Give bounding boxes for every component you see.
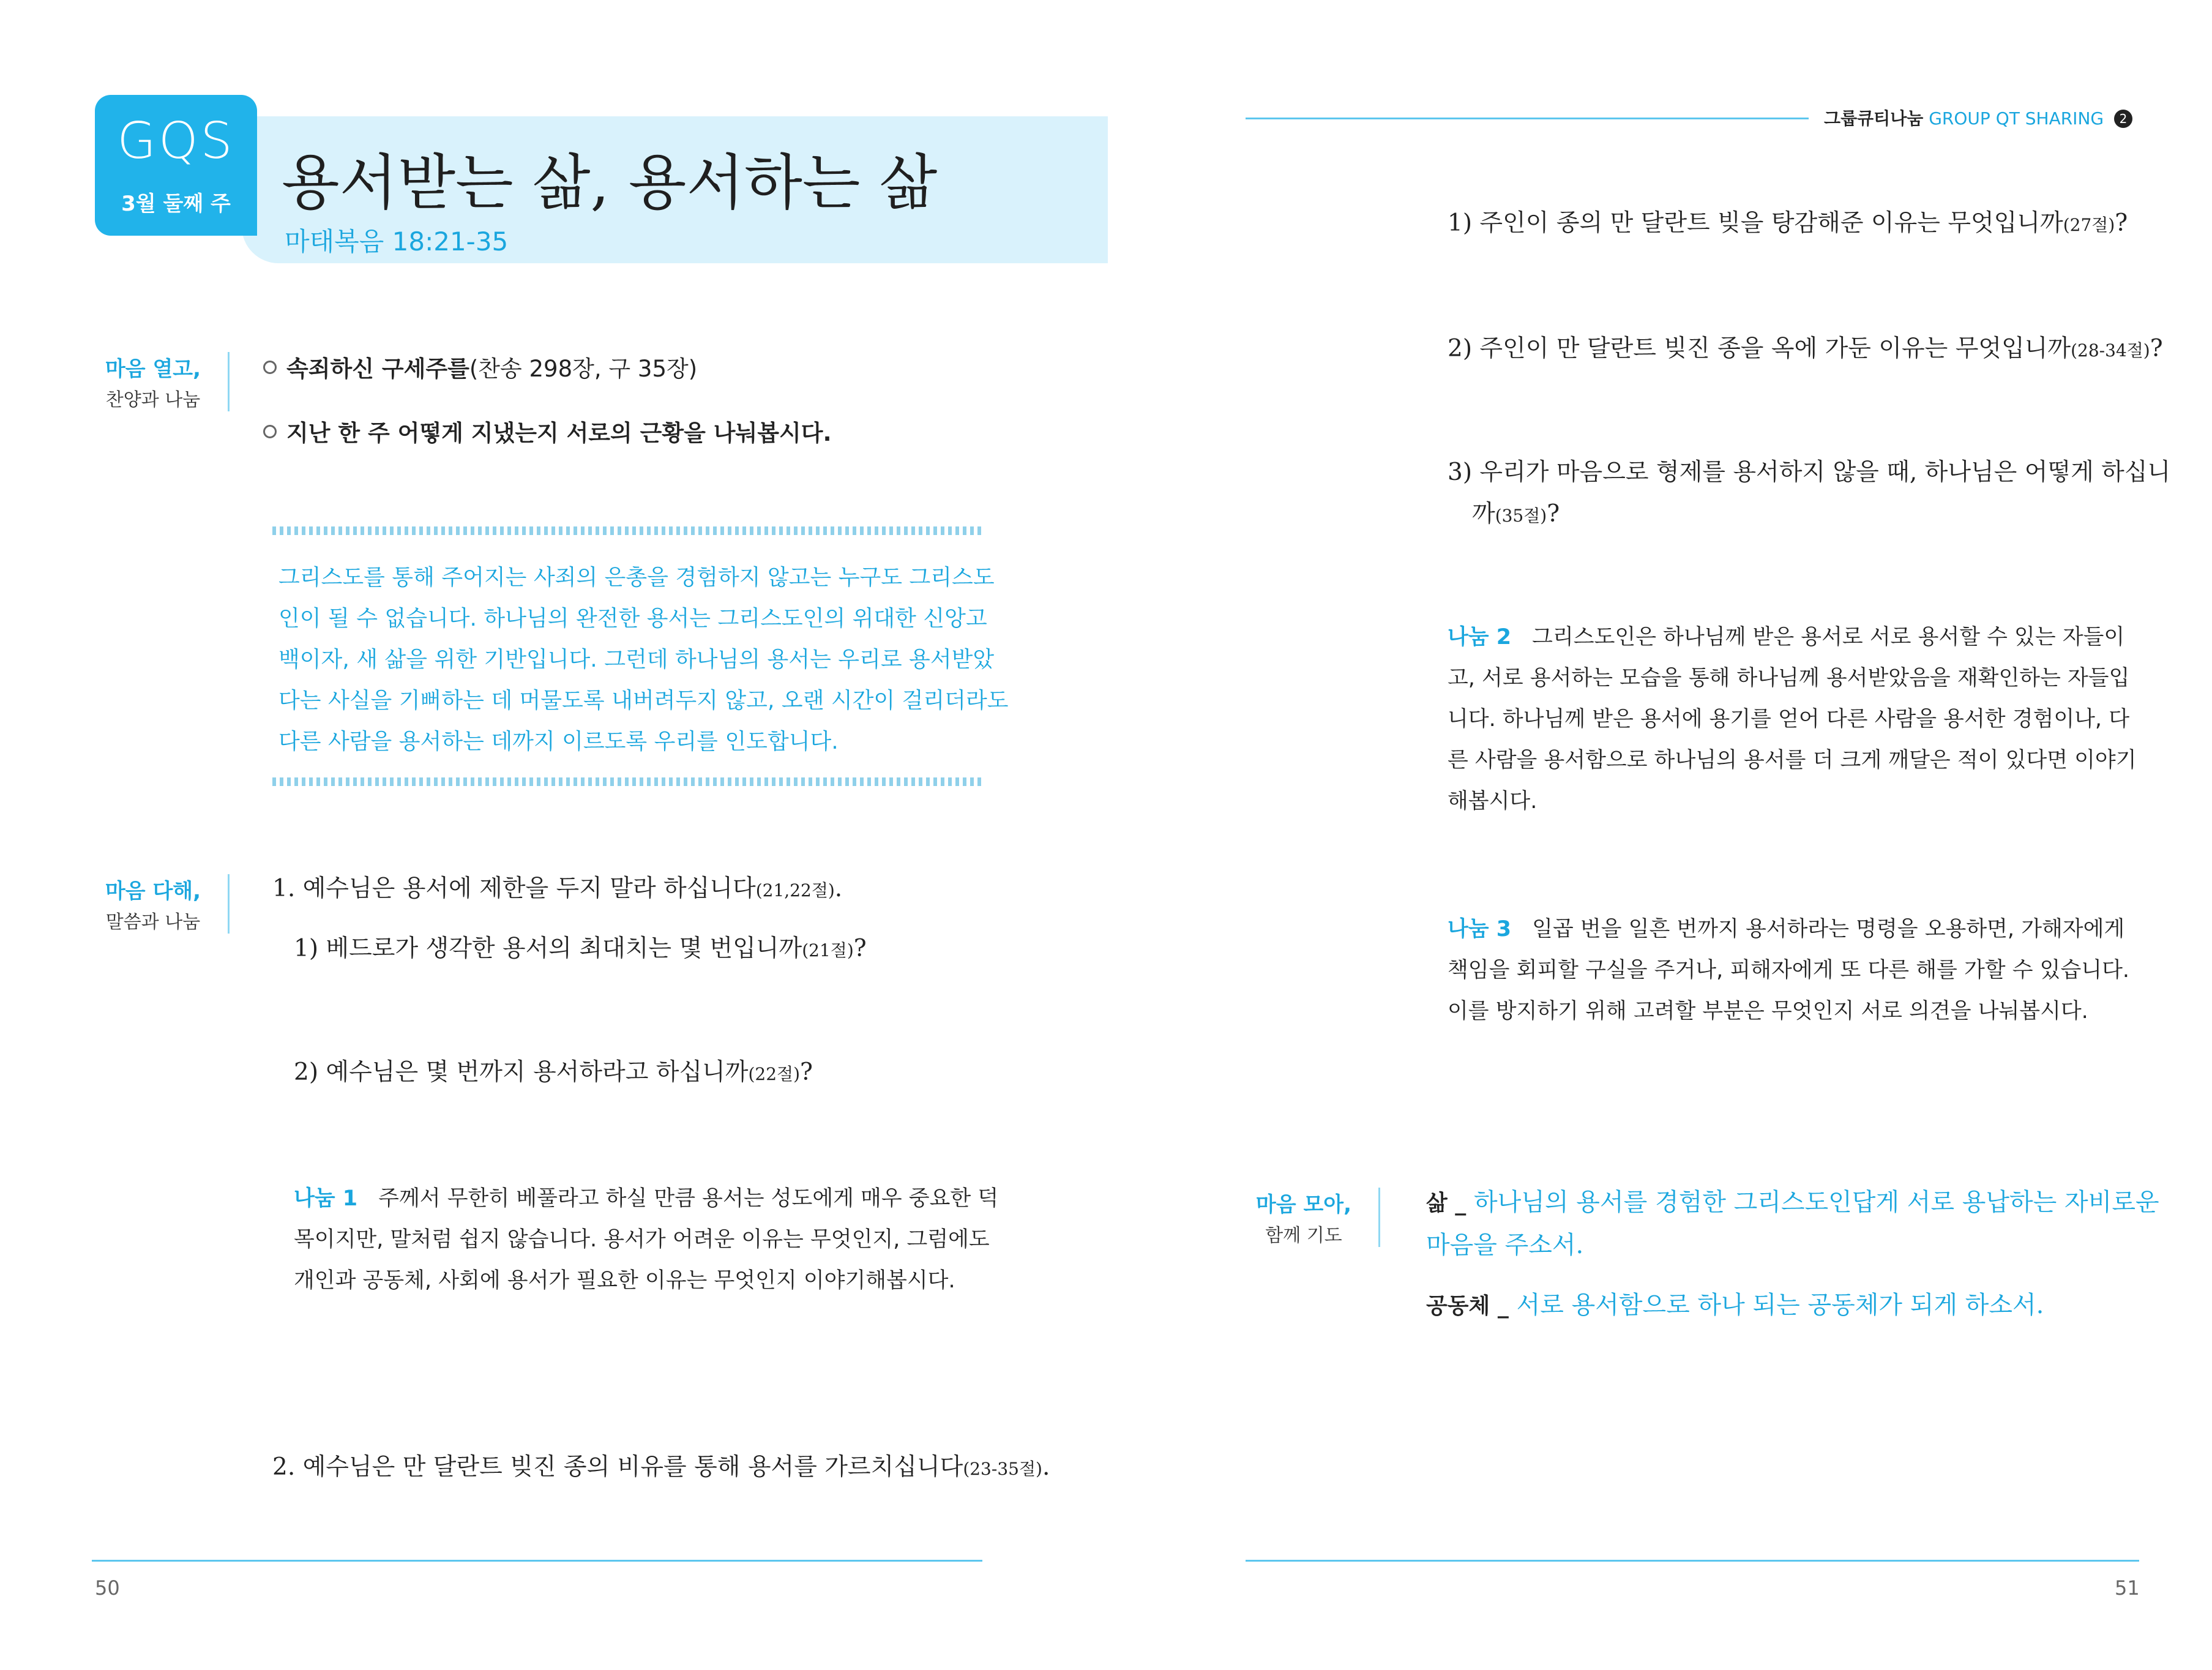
share-2-line: 해봅시다. bbox=[1448, 789, 1538, 814]
share-2-line: 고, 서로 용서하는 모습을 통해 하나님께 용서받았음을 재확인하는 자들입 bbox=[1448, 666, 2130, 691]
question-1-1-ref: (21절) bbox=[802, 940, 854, 960]
quote-block bbox=[278, 557, 1009, 762]
section-label-open bbox=[92, 352, 230, 411]
question-1 bbox=[272, 869, 842, 904]
section-label-word-sub: 말씀과 나눔 bbox=[105, 912, 201, 933]
running-head-en: GROUP QT SHARING bbox=[1929, 108, 2104, 129]
quote-line: 그리스도를 통해 주어지는 사죄의 은총을 경험하지 않고는 누구도 그리스도 bbox=[278, 565, 995, 590]
bullet-hymn-title: 속죄하신 구세주를 bbox=[286, 356, 469, 382]
footer-rule-left bbox=[92, 1560, 982, 1562]
section-label-prayer-sub: 함께 기도 bbox=[1265, 1225, 1342, 1246]
quote-line: 다른 사람을 용서하는 데까지 이르도록 우리를 인도합니다. bbox=[278, 729, 839, 754]
share-3-tag: 나눔 3 bbox=[1448, 917, 1512, 942]
running-head-number: 2 bbox=[2114, 110, 2132, 128]
question-1-1 bbox=[294, 929, 867, 964]
question-2-3-cont bbox=[1472, 495, 1560, 529]
scripture-reference: 마태복음 18:21-35 bbox=[285, 227, 509, 256]
bullet-checkin bbox=[263, 414, 832, 447]
question-2-2-text: 2) 주인이 만 달란트 빚진 종을 옥에 가둔 이유는 무엇입니까 bbox=[1448, 335, 2071, 362]
question-2 bbox=[272, 1448, 1050, 1482]
prayer-life-line: 하나님의 용서를 경험한 그리스도인답게 서로 용납하는 자비로운 bbox=[1474, 1188, 2159, 1216]
question-2-1-end: ? bbox=[2115, 209, 2128, 237]
question-1-ref: (21,22절) bbox=[755, 880, 835, 901]
share-2 bbox=[1448, 617, 2137, 822]
question-2-2 bbox=[1448, 329, 2163, 364]
bullet-hymn bbox=[263, 350, 697, 383]
share-1-line: 주께서 무한히 베풀라고 하실 만큼 용서는 성도에게 매우 중요한 덕 bbox=[378, 1186, 999, 1211]
question-1-2 bbox=[294, 1053, 813, 1087]
prayer-community bbox=[1426, 1286, 2044, 1320]
gqs-badge bbox=[95, 95, 257, 236]
question-2-1-ref: (27절) bbox=[2063, 215, 2115, 235]
prayer-community-key: 공동체 _ bbox=[1426, 1294, 1509, 1319]
prayer-life-key: 삶 _ bbox=[1426, 1191, 1467, 1216]
quote-line: 다는 사실을 기뻐하는 데 머물도록 내버려두지 않고, 오랜 시간이 걸리더라도 bbox=[278, 688, 1009, 713]
share-2-line: 니다. 하나님께 받은 용서에 용기를 얻어 다른 사람을 용서한 경험이나, 다 bbox=[1448, 707, 2129, 732]
section-label-open-title: 마음 열고, bbox=[105, 357, 201, 381]
share-3-line: 이를 방지하기 위해 고려할 부분은 무엇인지 서로 의견을 나눠봅시다. bbox=[1448, 999, 2088, 1024]
question-2-1-text: 1) 주인이 종의 만 달란트 빚을 탕감해준 이유는 무엇입니까 bbox=[1448, 209, 2063, 237]
quote-line: 인이 될 수 없습니다. 하나님의 완전한 용서는 그리스도인의 위대한 신앙고 bbox=[278, 606, 987, 631]
prayer-life-line: 마음을 주소서. bbox=[1426, 1231, 1584, 1259]
section-label-word bbox=[92, 874, 230, 934]
share-2-line: 그리스도인은 하나님께 받은 용서로 서로 용서할 수 있는 자들이 bbox=[1532, 625, 2125, 650]
question-2-3-text: 까 bbox=[1472, 500, 1495, 528]
quote-line: 백이자, 새 삶을 위한 기반입니다. 그런데 하나님의 용서는 우리로 용서받았 bbox=[278, 647, 995, 672]
question-1-end: . bbox=[834, 875, 843, 902]
quote-bottom-divider bbox=[272, 777, 982, 786]
page-title: 용서받는 삶, 용서하는 삶 bbox=[282, 148, 938, 218]
running-head-ko: 그룹큐티나눔 bbox=[1824, 108, 1924, 129]
question-1-2-ref: (22절) bbox=[748, 1064, 801, 1084]
bullet-hymn-ref: (찬송 298장, 구 35장) bbox=[469, 356, 698, 382]
footer-rule-right bbox=[1246, 1560, 2139, 1562]
week-label: 3월 둘째 주 bbox=[121, 192, 231, 216]
running-head bbox=[1824, 105, 2132, 130]
header-rule-right bbox=[1246, 118, 1809, 119]
section-label-open-sub: 찬양과 나눔 bbox=[105, 389, 201, 411]
share-3-line: 책임을 회피할 구실을 주거나, 피해자에게 또 다른 해를 가할 수 있습니다. bbox=[1448, 958, 2129, 983]
question-2-text: 2. 예수님은 만 달란트 빚진 종의 비유를 통해 용서를 가르치십니다 bbox=[272, 1453, 963, 1481]
share-2-line: 른 사람을 용서함으로 하나님의 용서를 더 크게 깨달은 적이 있다면 이야기 bbox=[1448, 748, 2137, 773]
section-label-prayer-title: 마음 모아, bbox=[1255, 1193, 1352, 1217]
prayer-life bbox=[1426, 1181, 2159, 1266]
share-1 bbox=[294, 1178, 998, 1301]
gqs-logo: GQS bbox=[117, 112, 235, 170]
share-2-tag: 나눔 2 bbox=[1448, 625, 1512, 650]
question-2-ref: (23-35절) bbox=[963, 1459, 1042, 1479]
section-label-prayer bbox=[1242, 1188, 1380, 1247]
question-2-3: 3) 우리가 마음으로 형제를 용서하지 않을 때, 하나님은 어떻게 하십니 bbox=[1448, 459, 2171, 486]
section-label-word-title: 마음 다해, bbox=[105, 879, 201, 904]
bullet-checkin-text: 지난 한 주 어떻게 지냈는지 서로의 근황을 나눠봅시다. bbox=[286, 420, 832, 446]
question-2-2-ref: (28-34절) bbox=[2071, 340, 2150, 361]
question-1-2-end: ? bbox=[800, 1058, 813, 1086]
bullet-dot-icon bbox=[263, 425, 277, 438]
question-2-2-end: ? bbox=[2150, 335, 2163, 362]
question-2-3-end: ? bbox=[1547, 500, 1560, 528]
question-1-1-end: ? bbox=[853, 935, 867, 962]
quote-top-divider bbox=[272, 526, 982, 535]
share-1-line: 목이지만, 말처럼 쉽지 않습니다. 용서가 어려운 이유는 무엇인지, 그럼에도 bbox=[294, 1227, 990, 1252]
question-2-3-ref: (35절) bbox=[1495, 506, 1547, 526]
question-1-2-text: 2) 예수님은 몇 번까지 용서하라고 하십니까 bbox=[294, 1058, 749, 1086]
question-1-text: 1. 예수님은 용서에 제한을 두지 말라 하십니다 bbox=[272, 875, 756, 902]
question-2-1 bbox=[1448, 204, 2128, 238]
page-number-right: 51 bbox=[2115, 1576, 2140, 1600]
share-1-tag: 나눔 1 bbox=[294, 1186, 358, 1211]
question-2-end: . bbox=[1042, 1453, 1050, 1481]
prayer-community-text: 서로 용서함으로 하나 되는 공동체가 되게 하소서. bbox=[1516, 1291, 2044, 1319]
share-3-line: 일곱 번을 일흔 번까지 용서하라는 명령을 오용하면, 가해자에게 bbox=[1532, 917, 2125, 942]
share-3 bbox=[1448, 909, 2129, 1032]
page-number-left: 50 bbox=[95, 1576, 120, 1600]
share-1-line: 개인과 공동체, 사회에 용서가 필요한 이유는 무엇인지 이야기해봅시다. bbox=[294, 1268, 955, 1293]
bullet-dot-icon bbox=[263, 361, 277, 374]
question-1-1-text: 1) 베드로가 생각한 용서의 최대치는 몇 번입니까 bbox=[294, 935, 802, 962]
